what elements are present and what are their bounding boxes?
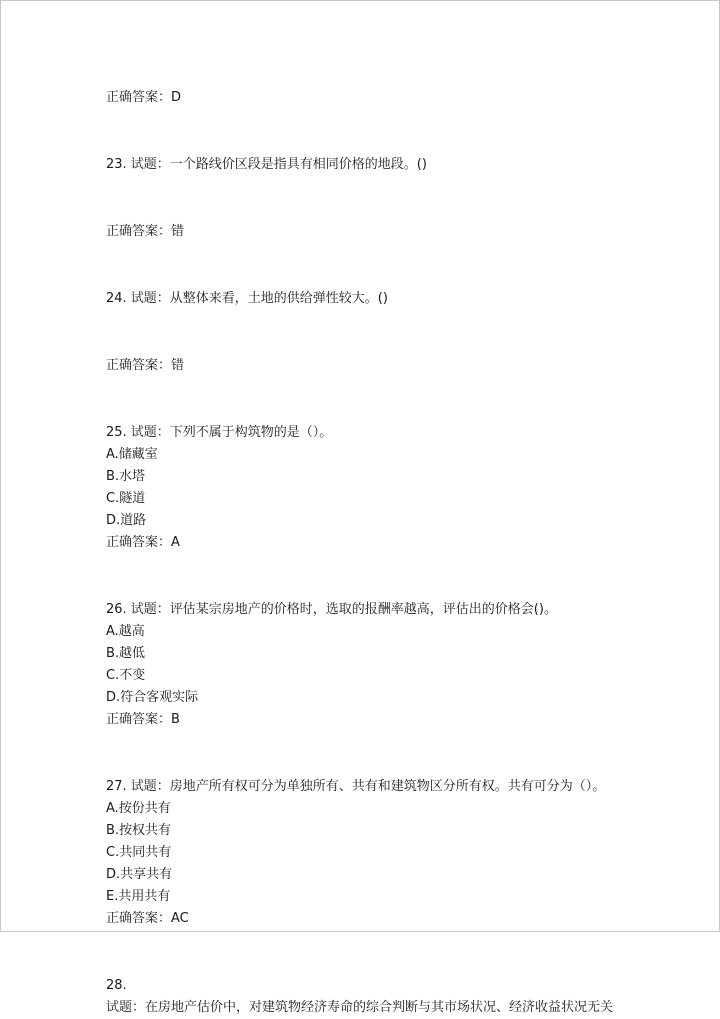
option-25-c: C.隧道 [106, 491, 146, 506]
question-24: 24. 试题：从整体来看，土地的供给弹性较大。() [106, 291, 388, 306]
option-26-a: A.越高 [106, 624, 145, 639]
previous-answer: 正确答案：D [106, 90, 182, 105]
option-27-e: E.共用共有 [106, 889, 171, 904]
question-27: 27. 试题：房地产所有权可分为单独所有、共有和建筑物区分所有权。共有可分为（）。 [106, 779, 606, 794]
question-28: 试题：在房地产估价中，对建筑物经济寿命的综合判断与其市场状况、经济收益状况无关 [106, 1000, 614, 1015]
option-27-d: D.共享共有 [106, 867, 173, 882]
answer-23: 正确答案：错 [106, 224, 185, 239]
option-25-a: A.储藏室 [106, 447, 158, 462]
question-25: 25. 试题：下列不属于构筑物的是（）。 [106, 425, 333, 440]
option-25-d: D.道路 [106, 513, 147, 528]
option-26-c: C.不变 [106, 668, 146, 683]
option-27-b: B.按权共有 [106, 823, 172, 838]
option-27-a: A.按份共有 [106, 801, 171, 816]
answer-24: 正确答案：错 [106, 358, 185, 373]
question-26: 26. 试题：评估某宗房地产的价格时，选取的报酬率越高，评估出的价格会()。 [106, 602, 557, 617]
option-26-d: D.符合客观实际 [106, 690, 199, 705]
option-27-c: C.共同共有 [106, 845, 172, 860]
option-26-b: B.越低 [106, 646, 146, 661]
question-list [106, 87, 706, 1019]
question-28-number: 28. [106, 978, 127, 993]
answer-27: 正确答案：AC [106, 911, 189, 926]
answer-25: 正确答案：A [106, 535, 180, 550]
answer-26: 正确答案：B [106, 712, 180, 727]
option-25-b: B.水塔 [106, 469, 146, 484]
question-23: 23. 试题：一个路线价区段是指具有相同价格的地段。() [106, 157, 427, 172]
